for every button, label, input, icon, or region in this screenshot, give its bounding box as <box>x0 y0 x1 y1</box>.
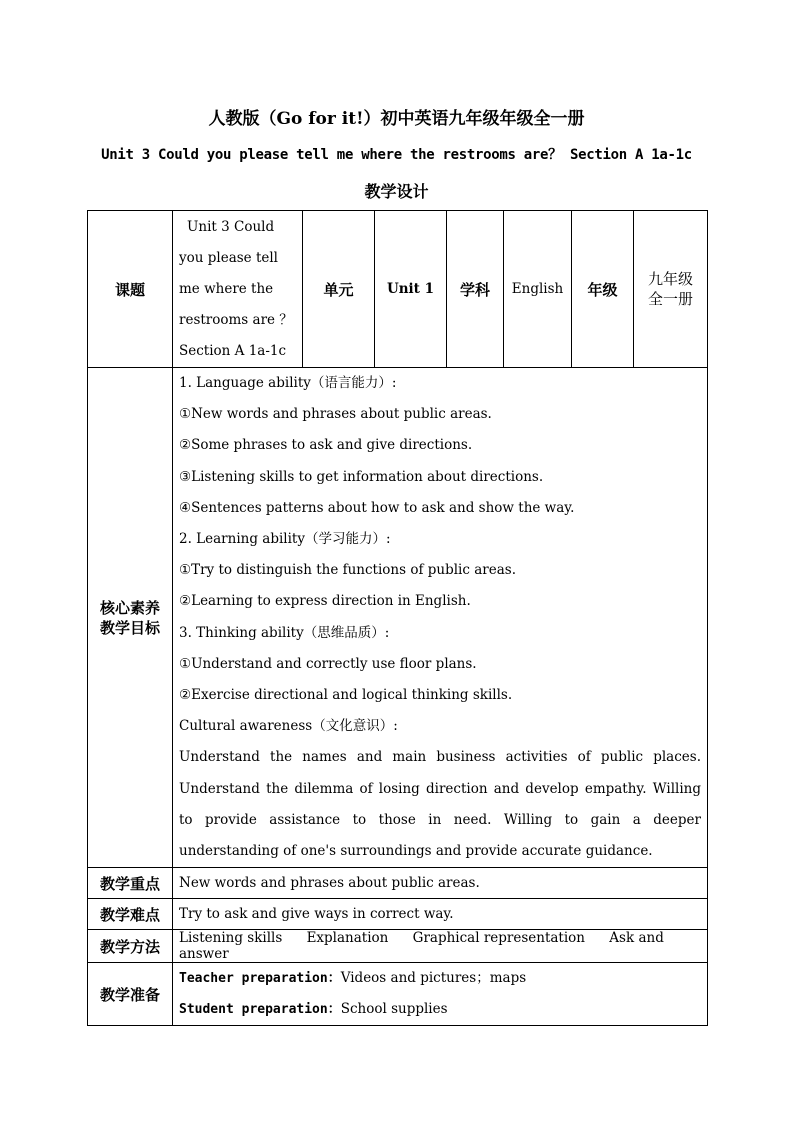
goal-line: ②Exercise directional and logical thinking skills. <box>179 687 513 704</box>
grade-label: 年级 <box>572 211 634 368</box>
table-row-key-points <box>88 868 708 899</box>
subject-label: 学科 <box>447 211 504 368</box>
methods-value <box>173 930 708 963</box>
method-item: Graphical representation <box>412 930 585 947</box>
goal-line: ④Sentences patterns about how to ask and show the way. <box>179 499 575 516</box>
goal-line: ③Listening skills to get information about directions. <box>179 468 544 485</box>
method-item: Explanation <box>306 930 389 947</box>
goal-line: 3. Thinking ability（思维品质）: <box>179 624 390 641</box>
teacher-preparation <box>179 963 701 994</box>
goal-line: Cultural awareness（文化意识）: <box>179 718 398 735</box>
methods-label: 教学方法 <box>88 930 173 963</box>
unit-label: 单元 <box>303 211 375 368</box>
table-row-topic <box>88 211 708 368</box>
topic-line: Unit 3 Could <box>187 218 275 235</box>
topic-value <box>173 211 303 368</box>
topic-line: Section A 1a-1c <box>179 342 287 359</box>
goals-label-line2: 教学目标 <box>99 618 160 637</box>
cultural-paragraph: Understand the names and main business activities of public places. Understand the dilemma of losing direction and develop empathy. Willing to provide assistance to those in need. Willing to gain a deeper understanding of one's surroundings and provide accurate guidance. <box>179 749 701 860</box>
goal-line: ②Some phrases to ask and give directions. <box>179 437 473 454</box>
method-item: Ask and answer <box>179 930 664 963</box>
goal-line: ①Try to distinguish the functions of public areas. <box>179 562 516 579</box>
topic-label: 课题 <box>88 211 173 368</box>
goal-line: ①Understand and correctly use floor plans. <box>179 655 477 672</box>
goals-label <box>88 368 173 868</box>
goal-line: 1. Language ability（语言能力）: <box>179 375 397 391</box>
goal-line: 2. Learning ability（学习能力）: <box>179 531 391 548</box>
grade-value-line1: 九年级 <box>647 270 693 288</box>
lesson-subtitle: Unit 3 Could you please tell me where the restrooms are？ Section A 1a-1c <box>101 147 692 163</box>
table-row-preparation <box>88 963 708 1026</box>
student-preparation-value: School supplies <box>340 1001 448 1018</box>
goal-line: ②Learning to express direction in English. <box>179 593 471 610</box>
student-preparation <box>179 994 701 1025</box>
goal-line: ①New words and phrases about public areas. <box>179 406 492 423</box>
grade-value-line2: 全一册 <box>647 290 693 308</box>
grade-value <box>634 211 708 368</box>
key-points-label: 教学重点 <box>88 868 173 899</box>
topic-line: me where the <box>179 280 274 297</box>
table-row-goals <box>88 368 708 868</box>
table-row-methods <box>88 930 708 963</box>
goals-content <box>173 368 708 868</box>
topic-line: restrooms are ？ <box>179 311 293 328</box>
teacher-preparation-value: Videos and pictures；maps <box>340 970 527 987</box>
unit-value: Unit 1 <box>375 211 447 368</box>
preparation-label: 教学准备 <box>88 963 173 1026</box>
topic-line: you please tell <box>179 249 278 266</box>
subject-value: English <box>504 211 572 368</box>
key-points-value: New words and phrases about public areas. <box>173 868 708 899</box>
teacher-preparation-label: Teacher preparation： <box>179 971 341 987</box>
goals-label-line1: 核心素养 <box>99 598 160 617</box>
difficult-points-label: 教学难点 <box>88 899 173 930</box>
document-title: 人教版（Go for it!）初中英语九年级年级全一册 <box>208 109 585 129</box>
preparation-value <box>173 963 708 1026</box>
lesson-plan-table <box>87 210 708 1026</box>
difficult-points-value: Try to ask and give ways in correct way. <box>173 899 708 930</box>
student-preparation-label: Student preparation： <box>179 1002 341 1018</box>
design-heading: 教学设计 <box>364 182 429 201</box>
table-row-difficult-points <box>88 899 708 930</box>
method-item: Listening skills <box>179 930 283 947</box>
